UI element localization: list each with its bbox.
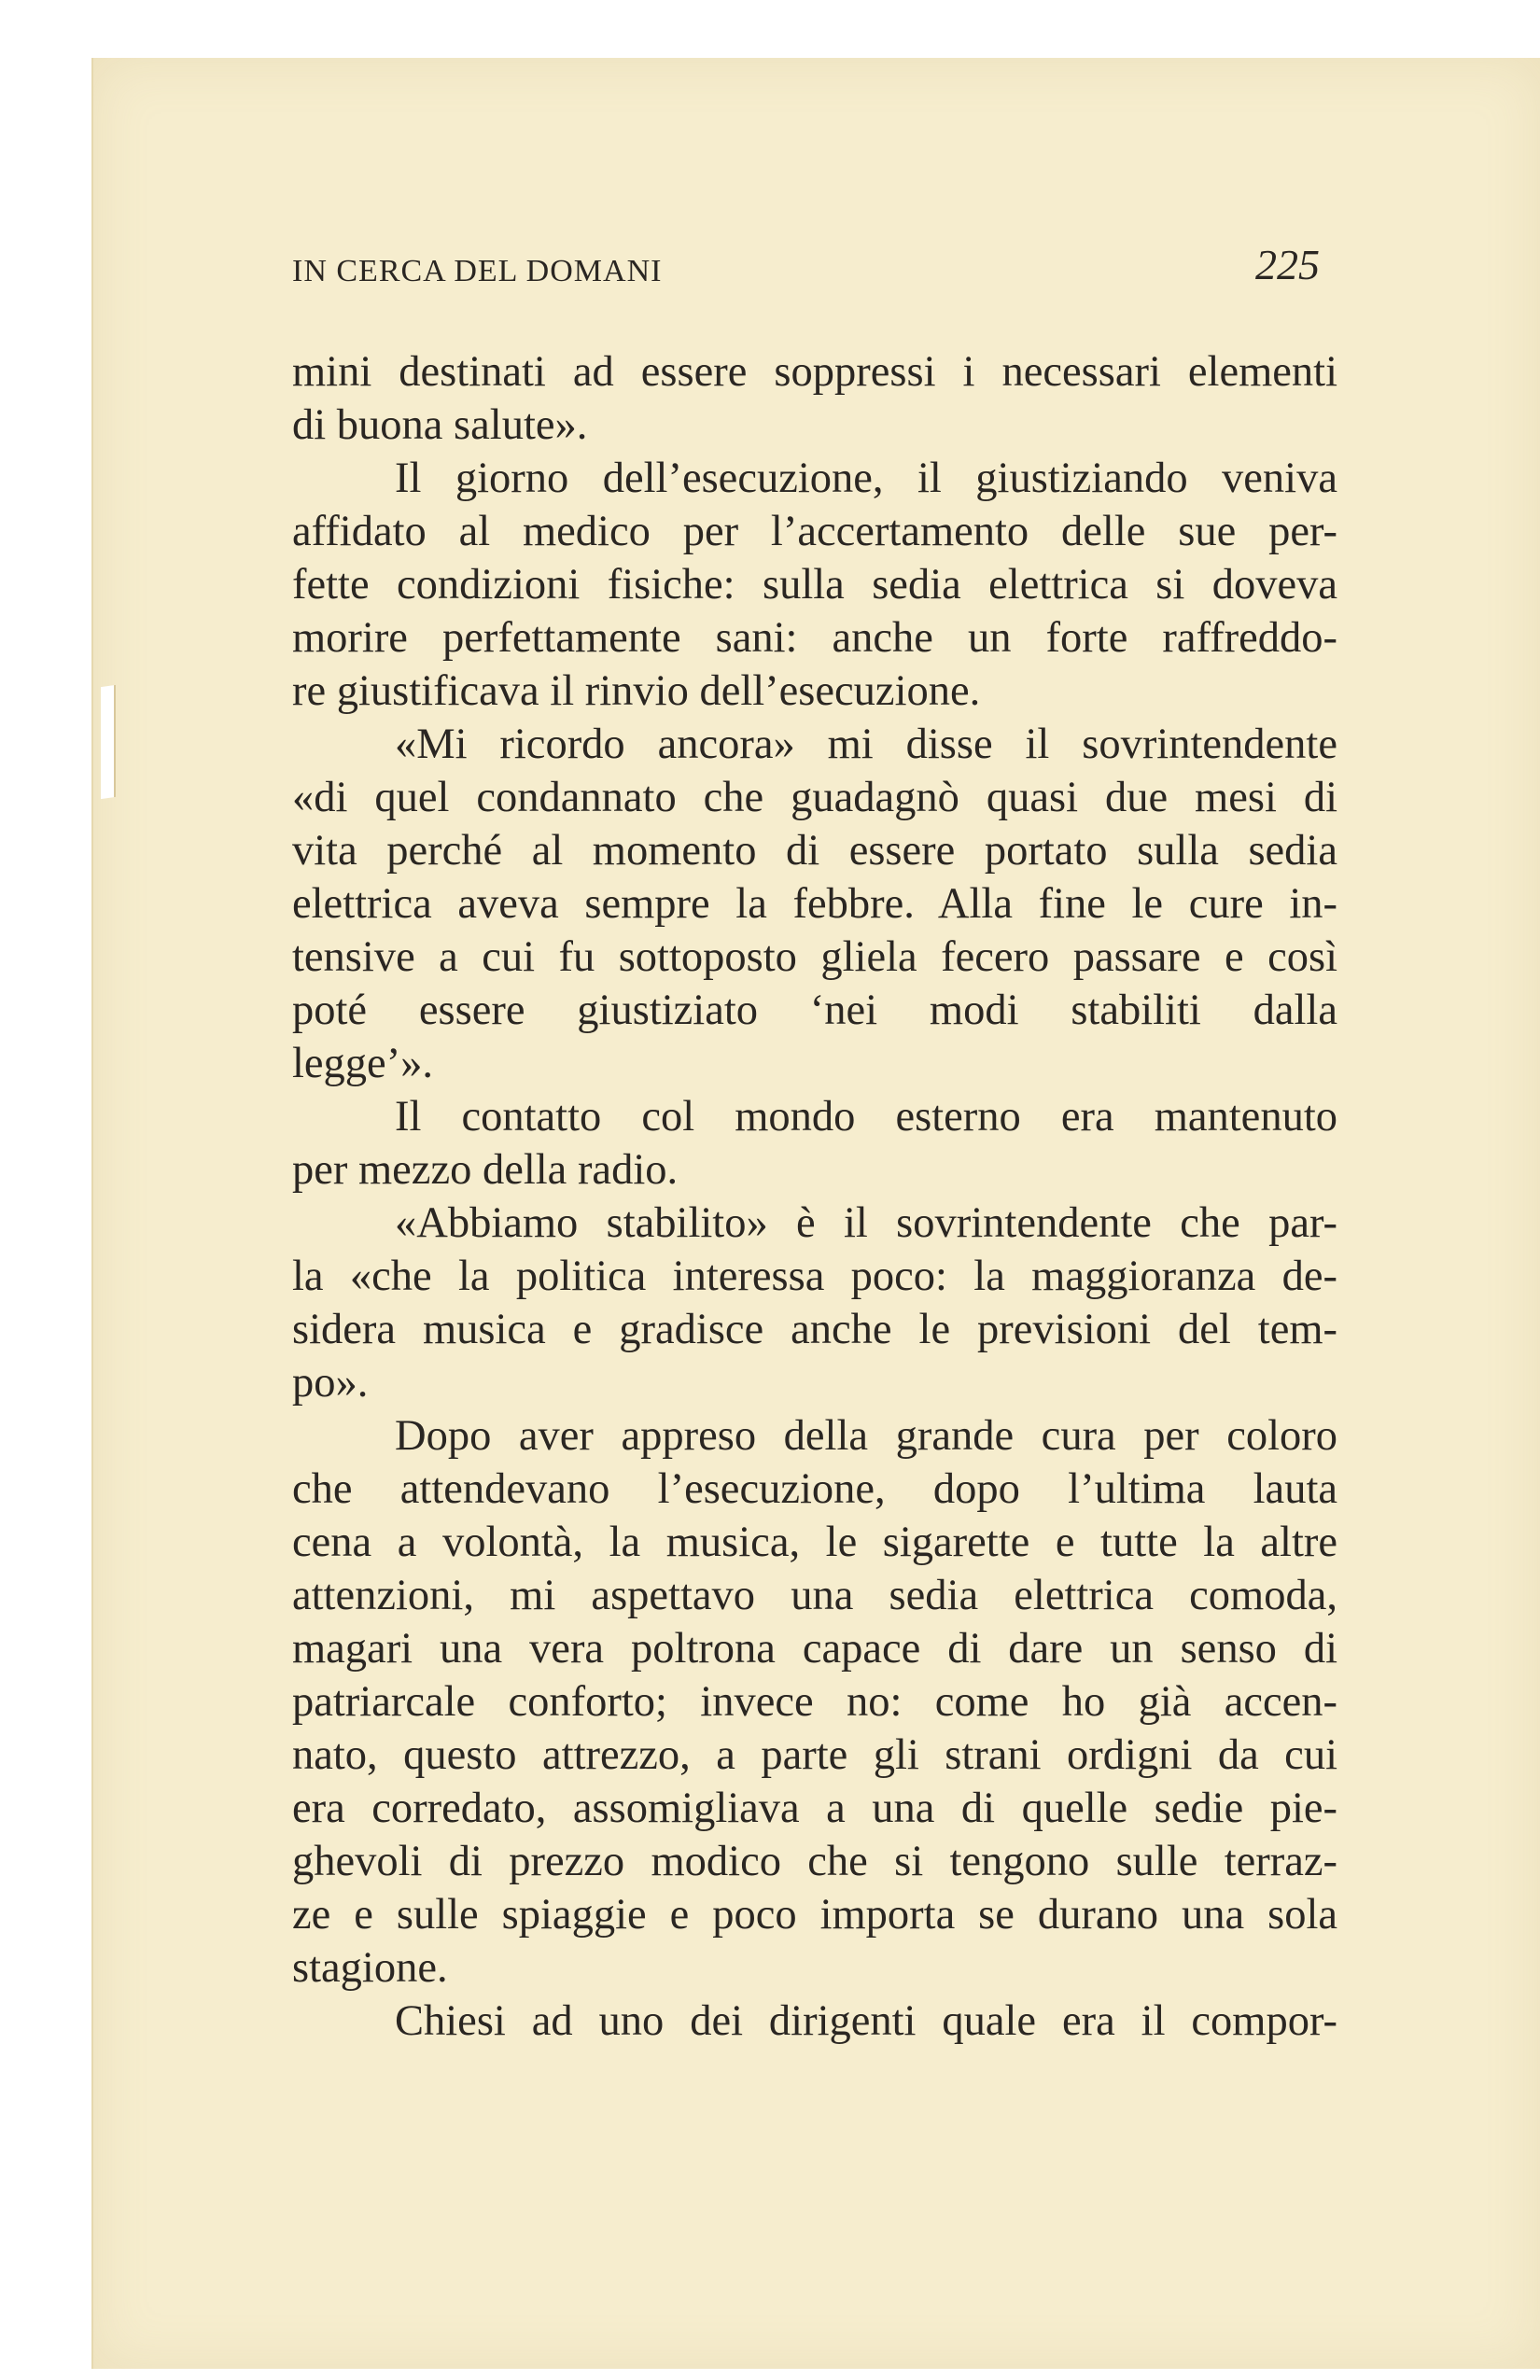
page-number: 225 — [1255, 241, 1320, 288]
text-line: patriarcale conforto; invece no: come ho già accen- — [292, 1678, 1337, 1726]
text-line: vita perché al momento di essere portato sulla sedia — [292, 827, 1337, 875]
text-line: «Mi ricordo ancora» mi disse il sovrintendente — [395, 721, 1337, 768]
text-line: morire perfettamente sani: anche un forte raffreddo- — [292, 614, 1337, 662]
text-line: legge’». — [292, 1040, 434, 1087]
running-title: IN CERCA DEL DOMANI — [292, 254, 663, 288]
text-line: nato, questo attrezzo, a parte gli strani ordigni da cui — [292, 1731, 1337, 1779]
text-line: attenzioni, mi aspettavo una sedia elettrica comoda, — [292, 1572, 1337, 1619]
text-line: Il contatto col mondo esterno era mantenuto — [395, 1093, 1337, 1141]
text-line: magari una vera poltrona capace di dare un senso di — [292, 1625, 1337, 1673]
text-line: Dopo aver appreso della grande cura per coloro — [395, 1412, 1337, 1460]
torn-edge — [101, 685, 116, 799]
text-line: di buona salute». — [292, 401, 588, 449]
text-line: fette condizioni fisiche: sulla sedia elettrica si doveva — [292, 561, 1337, 609]
text-line: per mezzo della radio. — [292, 1146, 679, 1194]
text-line: ghevoli di prezzo modico che si tengono sulle terraz- — [292, 1838, 1337, 1885]
text-line: ze e sulle spiaggie e poco importa se durano una sola — [292, 1891, 1337, 1939]
text-line: po». — [292, 1359, 369, 1407]
text-line: affidato al medico per l’accertamento delle sue per- — [292, 508, 1337, 555]
text-line: re giustificava il rinvio dell’esecuzione. — [292, 667, 981, 715]
text-line: cena a volontà, la musica, le sigarette e tutte la altre — [292, 1519, 1337, 1566]
text-line: la «che la politica interessa poco: la maggioranza de- — [292, 1253, 1337, 1300]
text-line: mini destinati ad essere soppressi i necessari elementi — [292, 348, 1337, 396]
body-text — [292, 345, 1337, 2048]
text-line: elettrica aveva sempre la febbre. Alla fine le cure in- — [292, 880, 1337, 928]
text-line: Chiesi ad uno dei dirigenti quale era il compor- — [395, 1997, 1337, 2045]
text-line: era corredato, assomigliava a una di quelle sedie pie- — [292, 1785, 1337, 1832]
text-line: Il giorno dell’esecuzione, il giustiziando veniva — [395, 455, 1337, 502]
text-line: «di quel condannato che guadagnò quasi due mesi di — [292, 774, 1337, 821]
text-line: che attendevano l’esecuzione, dopo l’ultima lauta — [292, 1465, 1337, 1513]
text-line: poté essere giustiziato ‘nei modi stabiliti dalla — [292, 987, 1337, 1034]
text-line: sidera musica e gradisce anche le previsioni del tem- — [292, 1306, 1337, 1353]
text-line: «Abbiamo stabilito» è il sovrintendente che par- — [395, 1199, 1337, 1247]
text-line: stagione. — [292, 1944, 448, 1992]
text-line: tensive a cui fu sottoposto gliela fecero passare e così — [292, 933, 1337, 981]
